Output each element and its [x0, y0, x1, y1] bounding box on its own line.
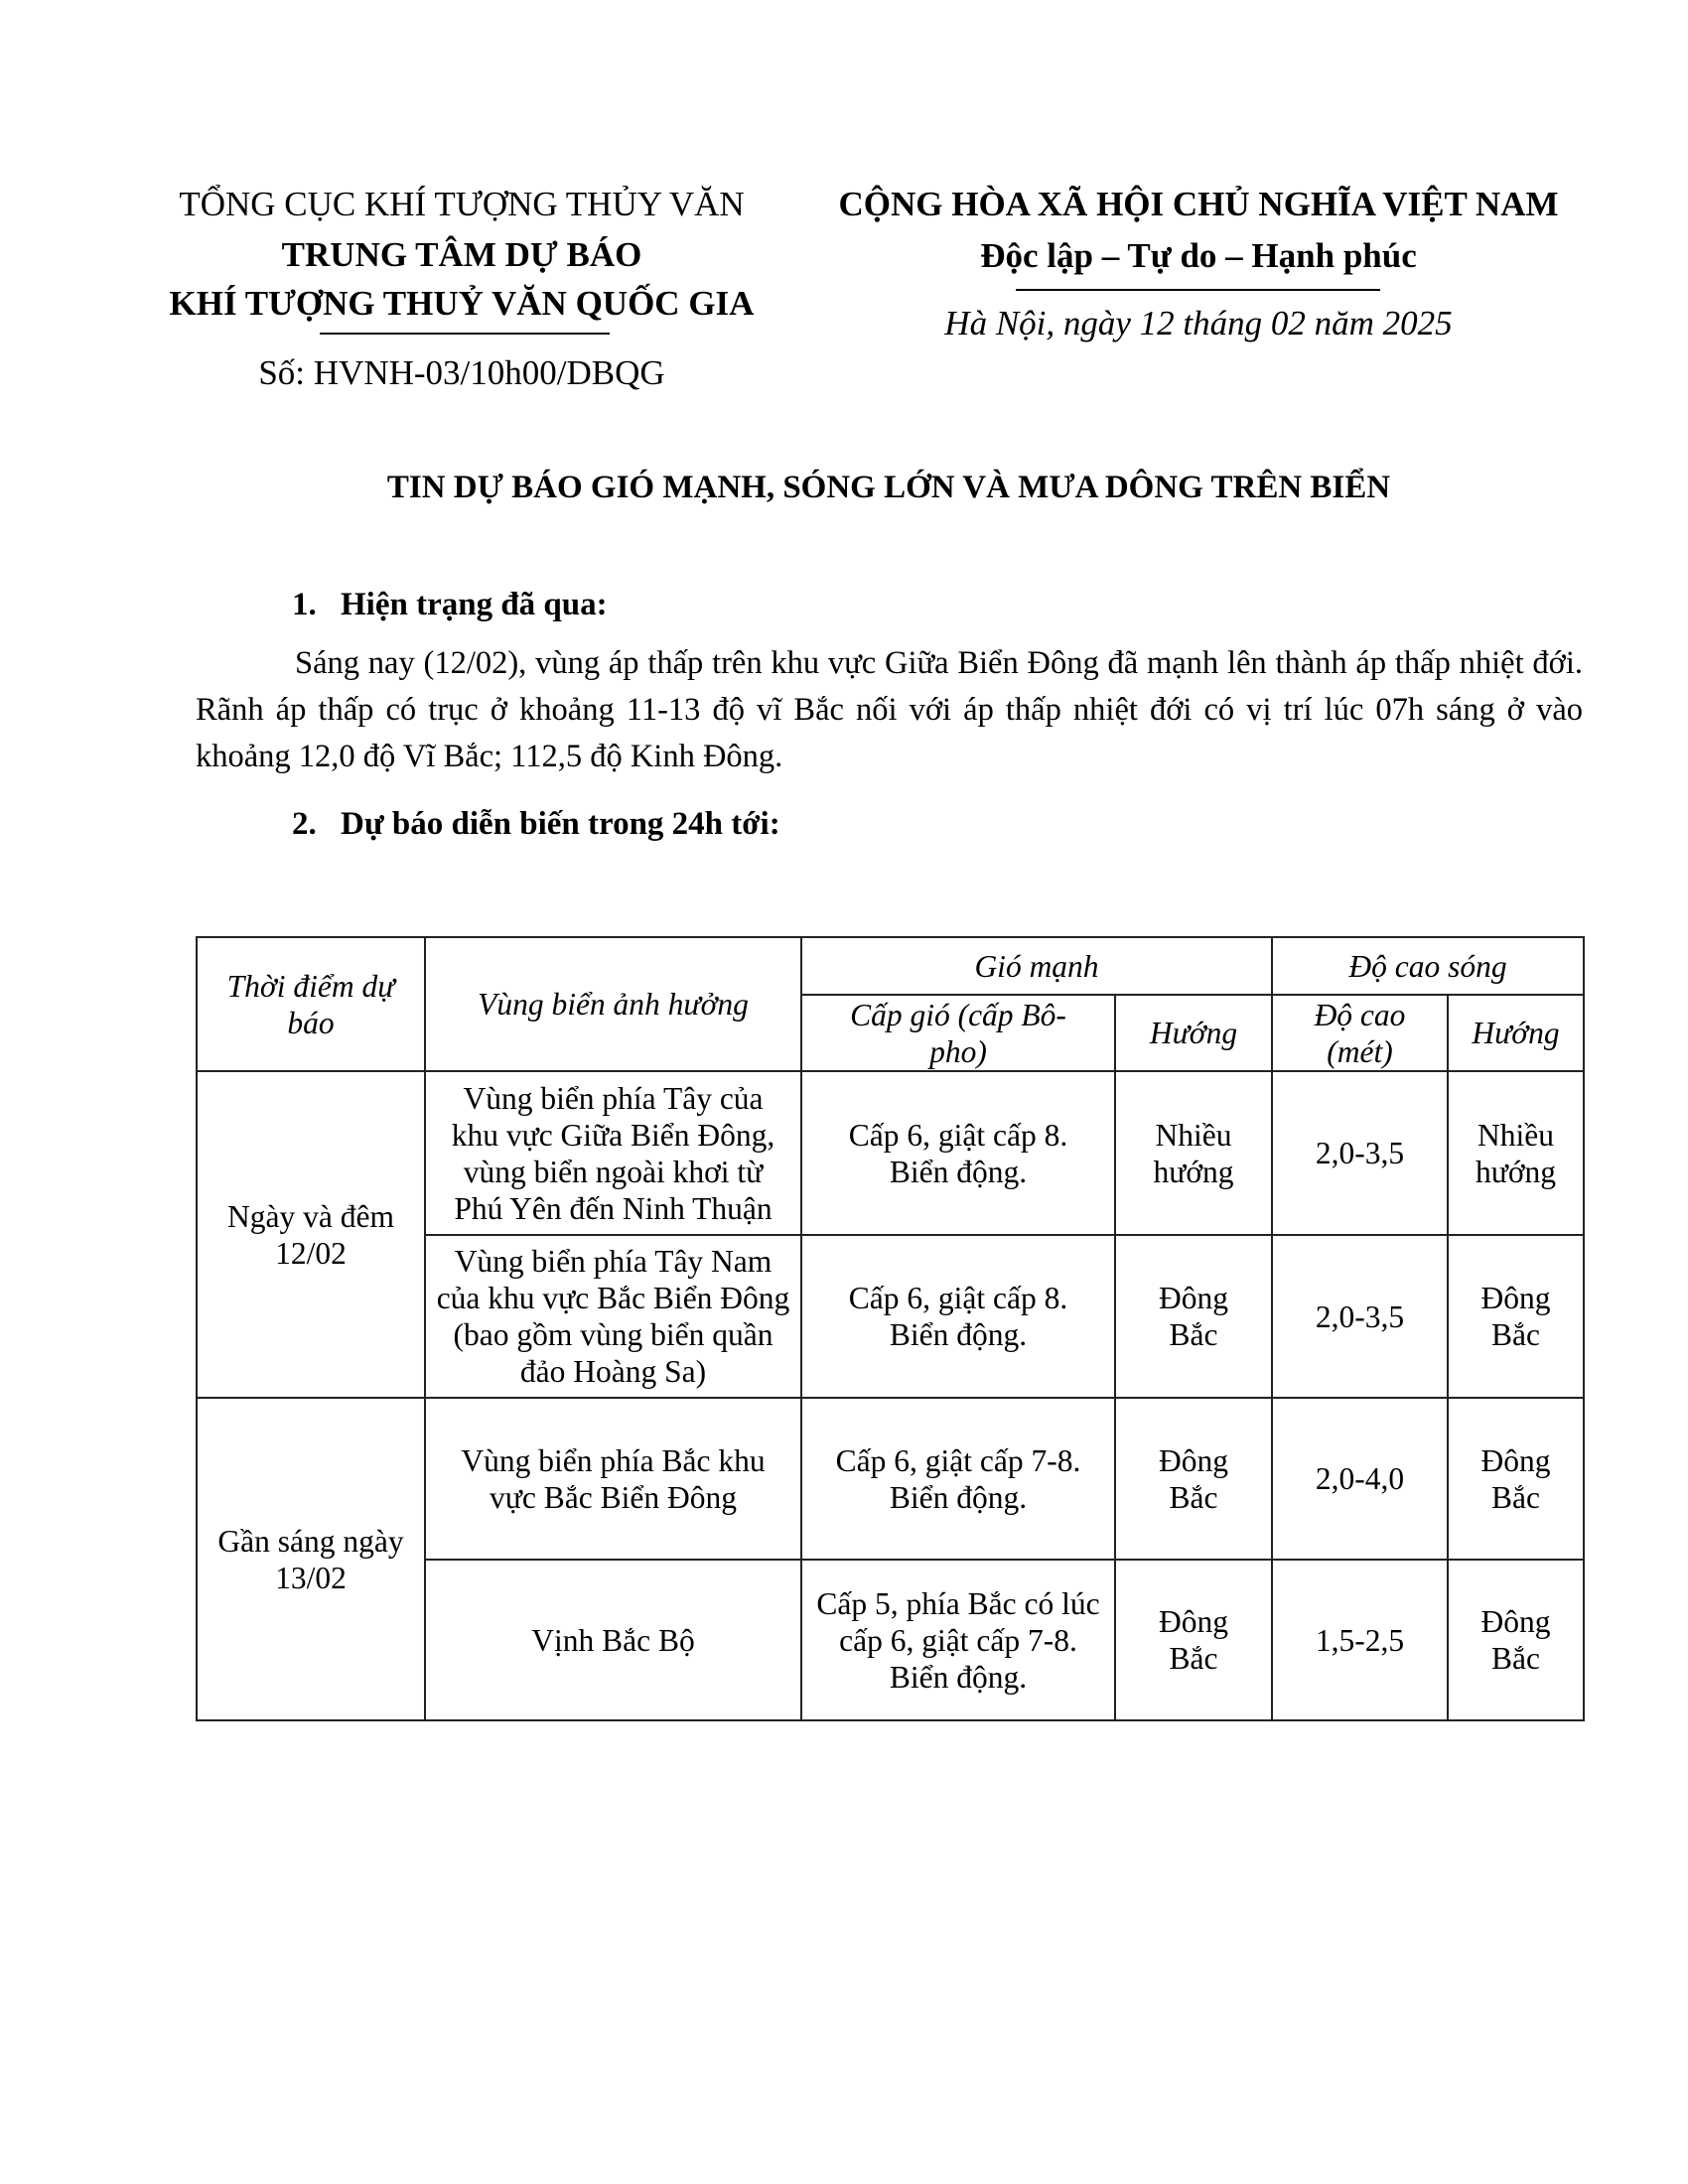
area-cell: Vùng biển phía Tây Nam của khu vực Bắc Biển Đông (bao gồm vùng biển quần đảo Hoàng Sa) [425, 1235, 801, 1398]
wind-level-cell: Cấp 6, giật cấp 8. Biển động. [801, 1235, 1115, 1398]
table-row [197, 1071, 1584, 1235]
national-motto: Độc lập – Tự do – Hạnh phúc [980, 236, 1417, 275]
header-time: Thời điểm dự báo [197, 937, 425, 1071]
section2-number: 2. [292, 806, 317, 842]
wave-direction-cell: Nhiều hướng [1448, 1071, 1584, 1235]
header-wave-direction: Hướng [1448, 995, 1584, 1071]
section1-number: 1. [292, 587, 317, 622]
area-cell: Vùng biển phía Bắc khu vực Bắc Biển Đông [425, 1398, 801, 1560]
center-name-line1: TRUNG TÂM DỰ BÁO [281, 235, 642, 274]
wave-height-cell: 2,0-3,5 [1272, 1235, 1448, 1398]
wave-height-cell: 1,5-2,5 [1272, 1560, 1448, 1720]
section1-heading: Hiện trạng đã qua: [341, 587, 608, 622]
wind-level-cell: Cấp 6, giật cấp 8. Biển động. [801, 1071, 1115, 1235]
wind-direction-cell: Đông Bắc [1115, 1235, 1272, 1398]
header-area: Vùng biển ảnh hưởng [425, 937, 801, 1071]
left-header-underline [320, 333, 610, 335]
wind-level-cell: Cấp 6, giật cấp 7-8. Biển động. [801, 1398, 1115, 1560]
place-date: Hà Nội, ngày 12 tháng 02 năm 2025 [944, 304, 1453, 342]
wave-direction-cell: Đông Bắc [1448, 1235, 1584, 1398]
document-title: TIN DỰ BÁO GIÓ MẠNH, SÓNG LỚN VÀ MƯA DÔNG TRÊN BIỂN [386, 470, 1391, 505]
forecast-time-cell: Ngày và đêm 12/02 [197, 1071, 425, 1398]
area-cell: Vùng biển phía Tây của khu vực Giữa Biển Đông, vùng biển ngoài khơi từ Phú Yên đến Ninh Thuận [425, 1071, 801, 1235]
wind-direction-cell: Đông Bắc [1115, 1560, 1272, 1720]
wind-direction-cell: Nhiều hướng [1115, 1071, 1272, 1235]
wave-direction-cell: Đông Bắc [1448, 1398, 1584, 1560]
center-name-line2: KHÍ TƯỢNG THUỶ VĂN QUỐC GIA [169, 284, 755, 323]
area-cell: Vịnh Bắc Bộ [425, 1560, 801, 1720]
header-wind-direction: Hướng [1115, 995, 1272, 1071]
section2-heading: Dự báo diễn biến trong 24h tới: [341, 806, 780, 842]
header-wind-group: Gió mạnh [801, 937, 1272, 995]
nation-name: CỘNG HÒA XÃ HỘI CHỦ NGHĨA VIỆT NAM [838, 185, 1559, 223]
wave-direction-cell: Đông Bắc [1448, 1560, 1584, 1720]
header-wind-level: Cấp gió (cấp Bô-pho) [801, 995, 1115, 1071]
document-number: Số: HVNH-03/10h00/DBQG [258, 353, 665, 392]
table-row [197, 1398, 1584, 1560]
section1-paragraph: Sáng nay (12/02), vùng áp thấp trên khu vực Giữa Biển Đông đã mạnh lên thành áp thấp nhiệt đới. Rãnh áp thấp có trục ở khoảng 11-13 độ vĩ Bắc nối với áp thấp nhiệt đới có vị trí lúc 07h sáng ở vào khoảng 12,0 độ Vĩ Bắc; 112,5 độ Kinh Đông. [196, 645, 1583, 774]
wind-direction-cell: Đông Bắc [1115, 1398, 1272, 1560]
forecast-table [196, 936, 1585, 1721]
header-wave-group: Độ cao sóng [1272, 937, 1584, 995]
table-header-row [197, 937, 1584, 995]
forecast-time-cell: Gần sáng ngày 13/02 [197, 1398, 425, 1720]
wave-height-cell: 2,0-4,0 [1272, 1398, 1448, 1560]
wave-height-cell: 2,0-3,5 [1272, 1071, 1448, 1235]
header-wave-height: Độ cao (mét) [1272, 995, 1448, 1071]
agency-name: TỔNG CỤC KHÍ TƯỢNG THỦY VĂN [179, 185, 745, 223]
right-header-underline [1016, 289, 1380, 291]
wind-level-cell: Cấp 5, phía Bắc có lúc cấp 6, giật cấp 7-8. Biển động. [801, 1560, 1115, 1720]
